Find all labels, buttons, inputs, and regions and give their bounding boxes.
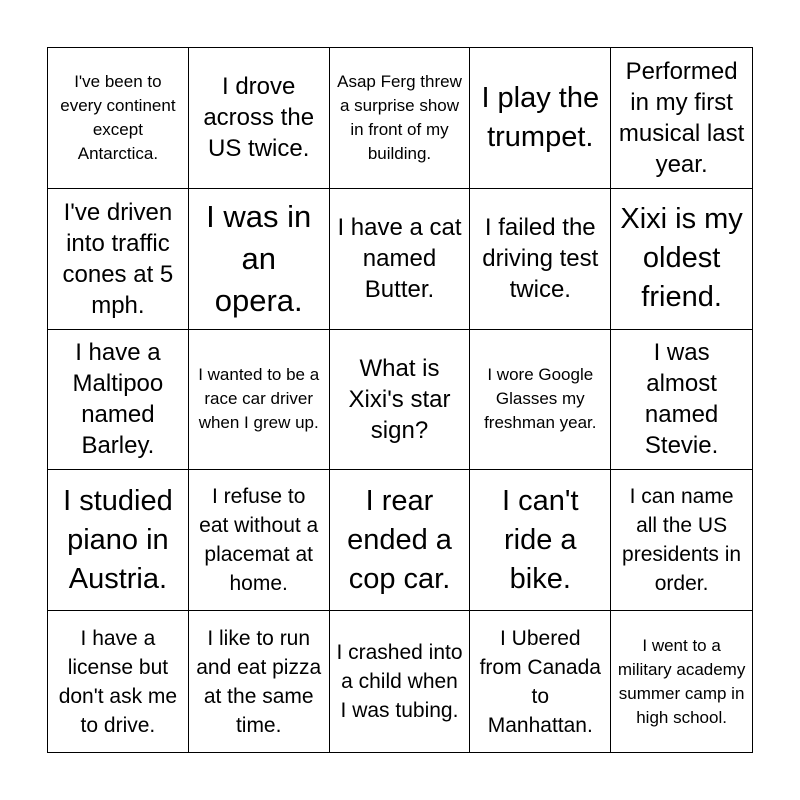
- bingo-cell-b4[interactable]: [48, 470, 189, 611]
- bingo-cell-text: I've driven into traffic cones at 5 mph.: [62, 198, 174, 319]
- bingo-cell-g1[interactable]: [470, 48, 611, 189]
- bingo-cell-text: I wanted to be a race car driver when I grew up.: [198, 365, 320, 433]
- bingo-cell-i2[interactable]: [189, 189, 330, 330]
- bingo-cell-g3[interactable]: [470, 330, 611, 471]
- bingo-cell-o4[interactable]: [611, 470, 752, 611]
- bingo-cell-text: I can't ride a bike.: [502, 484, 579, 595]
- bingo-cell-text: I like to run and eat pizza at the same time.: [196, 626, 322, 737]
- bingo-cell-n5[interactable]: [330, 611, 471, 752]
- bingo-cell-n4[interactable]: [330, 470, 471, 611]
- bingo-cell-i5[interactable]: [189, 611, 330, 752]
- bingo-cell-text: I rear ended a cop car.: [347, 484, 452, 595]
- bingo-cell-o1[interactable]: [611, 48, 752, 189]
- bingo-cell-text: I have a license but don't ask me to drive.: [58, 626, 178, 737]
- bingo-board: [47, 47, 753, 753]
- bingo-cell-text: Performed in my first musical last year.: [618, 57, 745, 178]
- bingo-cell-text: I've been to every continent except Antarctica.: [60, 71, 176, 163]
- bingo-cell-b2[interactable]: [48, 189, 189, 330]
- bingo-cell-i1[interactable]: [189, 48, 330, 189]
- bingo-cell-n3[interactable]: [330, 330, 471, 471]
- bingo-cell-text: I failed the driving test twice.: [482, 214, 599, 304]
- bingo-cell-n2[interactable]: [330, 189, 471, 330]
- bingo-cell-o5[interactable]: [611, 611, 752, 752]
- bingo-cell-text: I wore Google Glasses my freshman year.: [484, 365, 597, 433]
- bingo-cell-text: I was in an opera.: [206, 198, 312, 318]
- bingo-cell-b1[interactable]: [48, 48, 189, 189]
- bingo-cell-text: I play the trumpet.: [481, 81, 600, 153]
- bingo-cell-text: I can name all the US presidents in order.: [622, 485, 742, 596]
- bingo-cell-text: Xixi is my oldest friend.: [620, 203, 743, 314]
- bingo-cell-text: I refuse to eat without a placemat at home.: [199, 485, 319, 596]
- bingo-cell-text: I went to a military academy summer camp in high school.: [617, 635, 746, 727]
- bingo-cell-i3[interactable]: [189, 330, 330, 471]
- bingo-cell-o2[interactable]: [611, 189, 752, 330]
- bingo-cell-text: I studied piano in Austria.: [63, 484, 173, 595]
- bingo-cell-text: I have a cat named Butter.: [337, 214, 462, 304]
- bingo-cell-text: I Ubered from Canada to Manhattan.: [479, 626, 601, 737]
- bingo-cell-text: I have a Maltipoo named Barley.: [72, 339, 164, 460]
- bingo-cell-text: I crashed into a child when I was tubing.: [336, 641, 463, 723]
- bingo-cell-o3[interactable]: [611, 330, 752, 471]
- bingo-cell-n1[interactable]: [330, 48, 471, 189]
- bingo-cell-text: Asap Ferg threw a surprise show in front of my building.: [337, 71, 462, 163]
- bingo-cell-g2[interactable]: [470, 189, 611, 330]
- bingo-cell-text: I was almost named Stevie.: [644, 339, 719, 460]
- bingo-cell-b5[interactable]: [48, 611, 189, 752]
- bingo-cell-g4[interactable]: [470, 470, 611, 611]
- bingo-cell-text: I drove across the US twice.: [203, 73, 315, 163]
- bingo-cell-text: What is Xixi's star sign?: [348, 354, 451, 444]
- bingo-cell-i4[interactable]: [189, 470, 330, 611]
- bingo-cell-g5[interactable]: [470, 611, 611, 752]
- bingo-cell-b3[interactable]: [48, 330, 189, 471]
